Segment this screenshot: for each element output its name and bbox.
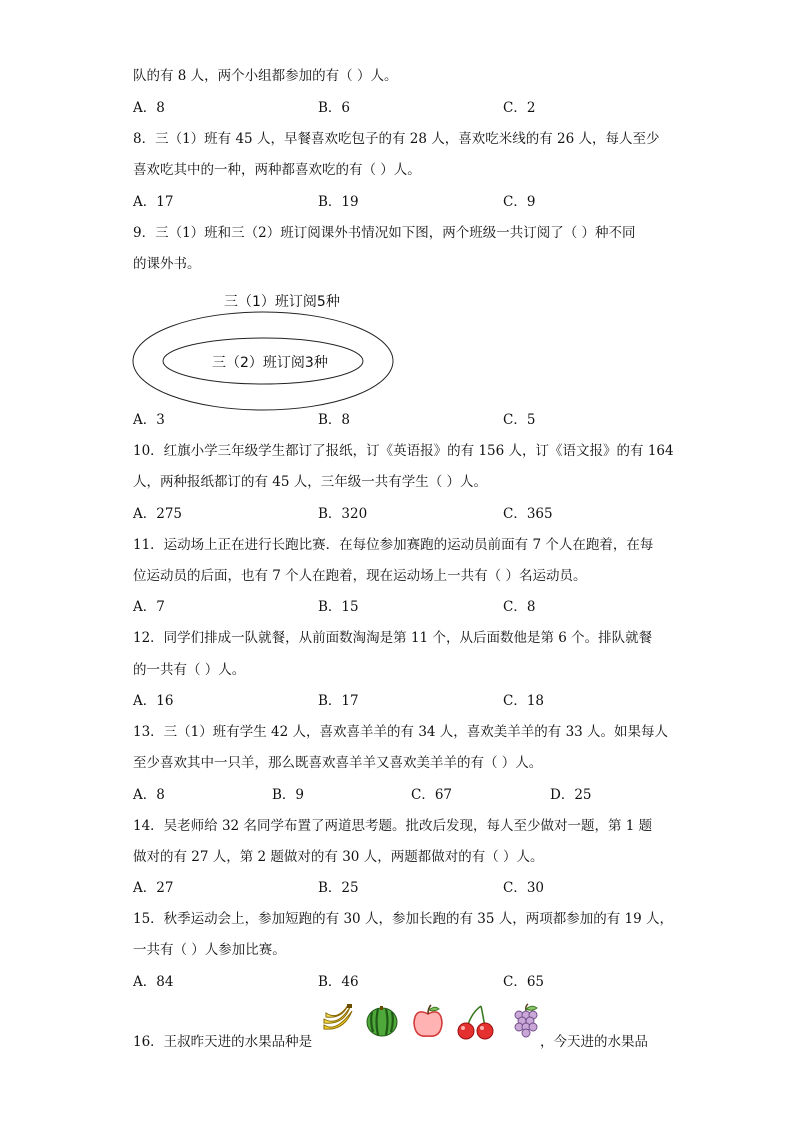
grape-icon	[510, 1003, 542, 1039]
q9-text-line1: 9．三（1）班和三（2）班订阅课外书情况如下图，两个班级一共订阅了（ ）种不同	[133, 225, 636, 241]
q15-text-line2: 一共有（ ）人参加比赛。	[133, 942, 286, 958]
q14-option-a[interactable]: A．27	[133, 880, 174, 896]
q8-text-line1: 8．三（1）班有 45 人，早餐喜欢吃包子的有 28 人，喜欢吃米线的有 26 人，每人至少	[133, 131, 660, 147]
q13-option-a[interactable]: A．8	[133, 787, 165, 803]
q9-option-a[interactable]: A．3	[133, 412, 165, 428]
q11-option-b[interactable]: B．15	[318, 599, 359, 615]
q8-text-line2: 喜欢吃其中的一种，两种都喜欢吃的有（ ）人。	[133, 162, 421, 178]
cherry-icon	[455, 1003, 497, 1041]
q12-text-line2: 的一共有（ ）人。	[133, 662, 246, 678]
watermelon-icon	[364, 1003, 400, 1039]
q7-text-tail: 队的有 8 人，两个小组都参加的有（ ）人。	[133, 68, 398, 84]
q12-option-a[interactable]: A．16	[133, 693, 174, 709]
q15-option-a[interactable]: A．84	[133, 974, 174, 990]
q14-option-b[interactable]: B．25	[318, 880, 359, 896]
q7-option-b[interactable]: B．6	[318, 100, 351, 116]
q16-text-suffix: ，今天进的水果品	[540, 1034, 648, 1050]
apple-icon	[410, 1003, 446, 1041]
q7-option-a[interactable]: A．8	[133, 100, 165, 116]
q10-option-c[interactable]: C．365	[503, 506, 553, 522]
q13-option-b[interactable]: B．9	[272, 787, 305, 803]
q12-option-b[interactable]: B．17	[318, 693, 359, 709]
q11-text-line2: 位运动员的后面，也有 7 个人在跑着，现在运动场上一共有（ ）名运动员。	[133, 568, 587, 584]
q15-option-c[interactable]: C．65	[503, 974, 545, 990]
venn-inner-label: 三（2）班订阅3种	[212, 355, 328, 371]
q11-option-a[interactable]: A．7	[133, 599, 165, 615]
q9-option-b[interactable]: B．8	[318, 412, 351, 428]
q15-option-b[interactable]: B．46	[318, 974, 359, 990]
q10-option-a[interactable]: A．275	[133, 506, 183, 522]
q13-text-line1: 13．三（1）班有学生 42 人，喜欢喜羊羊的有 34 人，喜欢美羊羊的有 33 人。如果每人	[133, 724, 669, 740]
q13-option-c[interactable]: C．67	[411, 787, 453, 803]
q15-text-line1: 15．秋季运动会上，参加短跑的有 30 人，参加长跑的有 35 人，两项都参加的有 19 人，	[133, 911, 673, 927]
q14-option-c[interactable]: C．30	[503, 880, 545, 896]
q10-text-line2: 人，两种报纸都订的有 45 人，三年级一共有学生（ ）人。	[133, 474, 488, 490]
q13-text-line2: 至少喜欢其中一只羊，那么既喜欢喜羊羊又喜欢美羊羊的有（ ）人。	[133, 755, 543, 771]
q8-option-b[interactable]: B．19	[318, 194, 359, 210]
q12-option-c[interactable]: C．18	[503, 693, 545, 709]
q14-text-line2: 做对的有 27 人，第 2 题做对的有 30 人，两题都做对的有（ ）人。	[133, 849, 544, 865]
q13-option-d[interactable]: D．25	[550, 787, 592, 803]
q9-option-c[interactable]: C．5	[503, 412, 536, 428]
q8-option-a[interactable]: A．17	[133, 194, 174, 210]
q11-option-c[interactable]: C．8	[503, 599, 536, 615]
banana-icon	[318, 1003, 358, 1039]
venn-outer-label: 三（1）班订阅5种	[224, 294, 340, 310]
q10-text-line1: 10．红旗小学三年级学生都订了报纸，订《英语报》的有 156 人，订《语文报》的有 164	[133, 443, 674, 459]
q14-text-line1: 14．吴老师给 32 名同学布置了两道思考题。批改后发现，每人至少做对一题，第 1 题	[133, 818, 653, 834]
q10-option-b[interactable]: B．320	[318, 506, 368, 522]
venn-diagram	[130, 286, 400, 414]
q11-text-line1: 11．运动场上正在进行长跑比赛．在每位参加赛跑的运动员前面有 7 个人在跑着，在每	[133, 537, 654, 553]
q8-option-c[interactable]: C．9	[503, 194, 536, 210]
q9-text-line2: 的课外书。	[133, 256, 201, 272]
q16-text-prefix: 16．王叔昨天进的水果品种是	[133, 1034, 313, 1050]
q12-text-line1: 12．同学们排成一队就餐，从前面数淘淘是第 11 个，从后面数他是第 6 个。排队就餐	[133, 630, 653, 646]
q7-option-c[interactable]: C．2	[503, 100, 536, 116]
